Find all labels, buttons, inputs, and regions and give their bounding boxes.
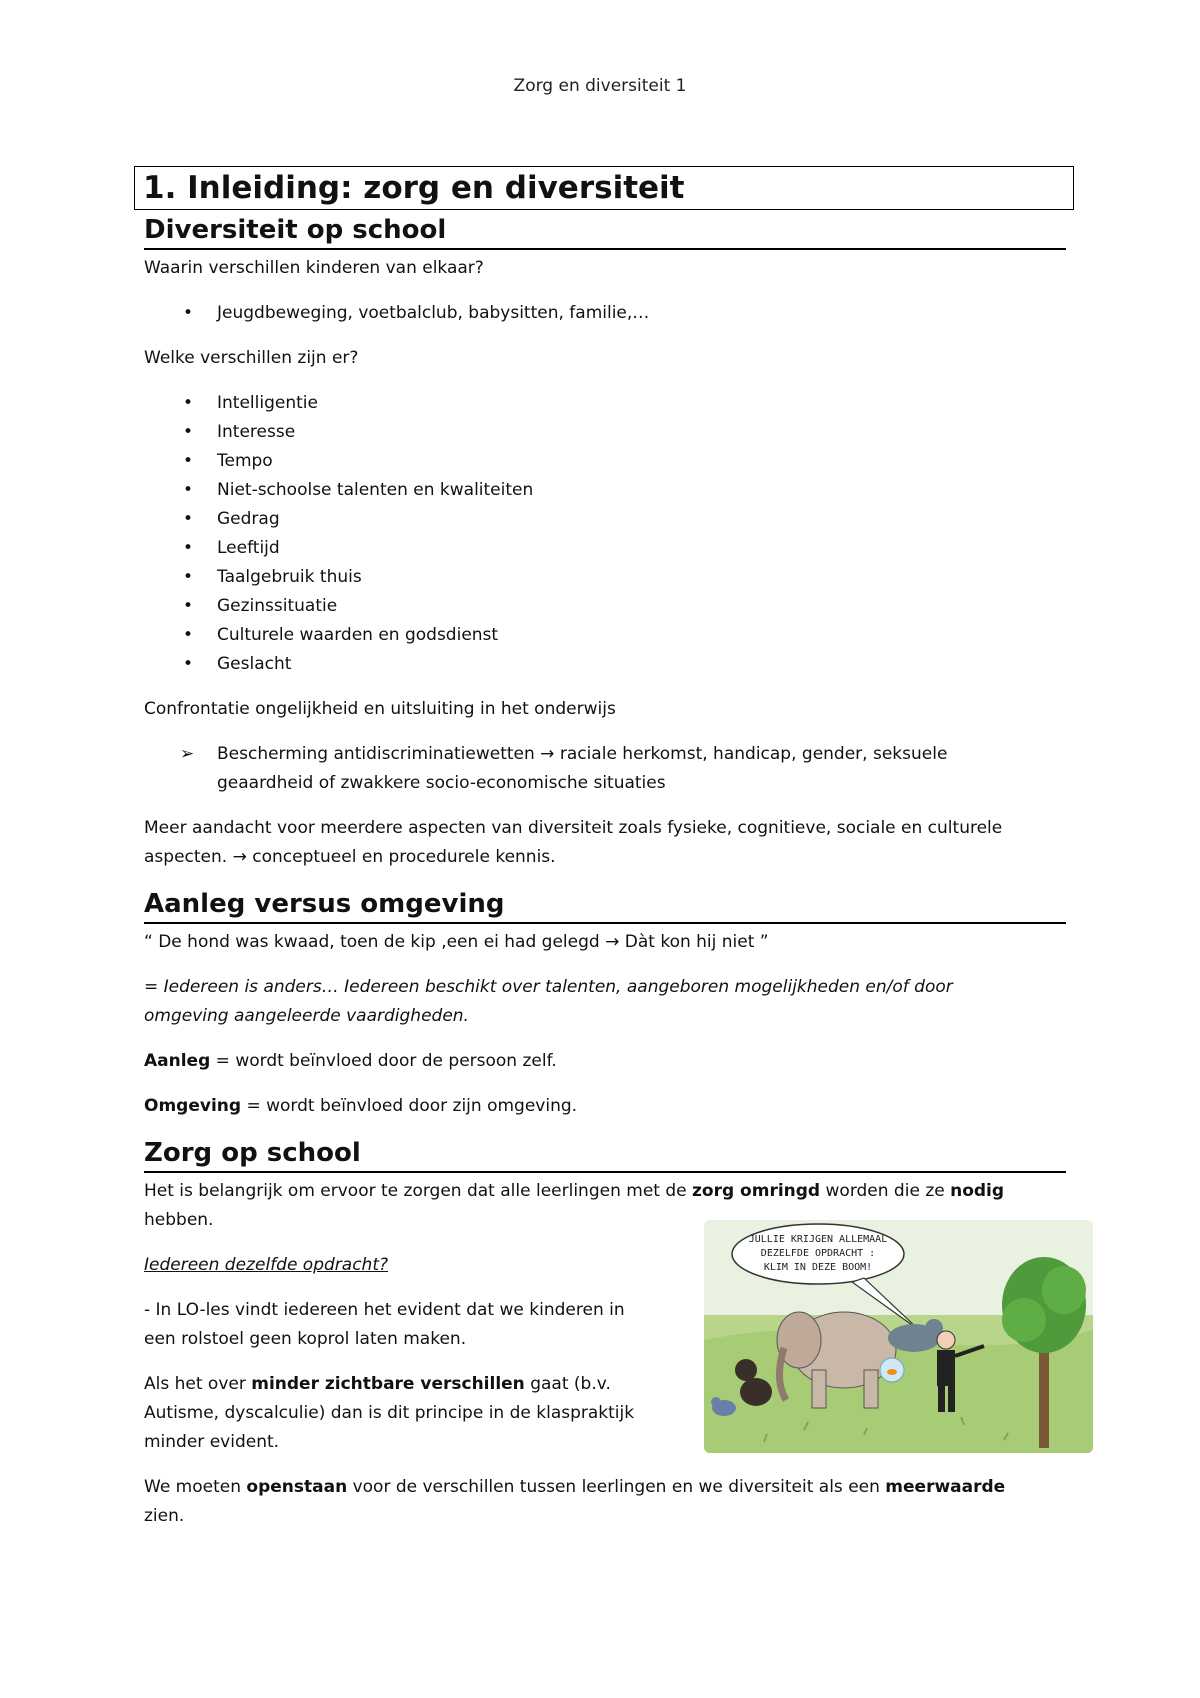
cartoon-svg xyxy=(704,1220,1093,1453)
definition-text: = Iedereen is anders… Iedereen beschikt over talenten, aangeboren mogelijkheden en/of door omgeving aangeleerde vaardigheden. xyxy=(144,977,953,1026)
list-item: • Taalgebruik thuis xyxy=(144,563,1066,592)
arrow-list-item: ➢ Bescherming antidiscriminatiewetten → raciale herkomst, handicap, gender, seksuele geaardheid of zwakkere socio-economische situaties xyxy=(144,740,1066,798)
page-header: Zorg en diversiteit 1 xyxy=(513,76,687,96)
bullet-icon: • xyxy=(183,451,194,471)
aanleg-definition: Aanleg = wordt beïnvloed door de persoon zelf. xyxy=(144,1051,557,1071)
bullet-icon: • xyxy=(183,567,194,587)
right-arrow-icon: → xyxy=(232,847,247,867)
question-waarin: Waarin verschillen kinderen van elkaar? xyxy=(144,258,484,278)
lo-les-text: - In LO-les vindt iedereen het evident dat we kinderen in een rolstoel geen koprol laten maken. xyxy=(144,1300,625,1349)
speech-line-2: DEZELFDE OPDRACHT : xyxy=(760,1248,876,1259)
right-arrow-icon: → xyxy=(605,932,620,952)
bullet-icon: • xyxy=(183,596,194,616)
quote-text: “ De hond was kwaad, toen de kip ,een ei had gelegd → Dàt kon hij niet ” xyxy=(144,932,769,952)
list-item: • Interesse xyxy=(144,418,1066,447)
zorg-intro-text: Het is belangrijk om ervoor te zorgen dat alle leerlingen met de zorg omringd worden die ze nodig hebben. xyxy=(144,1181,1005,1230)
speech-line-3: KLIM IN DEZE BOOM! xyxy=(763,1262,873,1273)
meer-aandacht-text: Meer aandacht voor meerdere aspecten van diversiteit zoals fysieke, cognitieve, sociale en culturele aspecten. → conceptueel en procedurele kennis. xyxy=(144,818,1003,867)
bullet-icon: • xyxy=(183,393,194,413)
list-item: • Niet-schoolse talenten en kwaliteiten xyxy=(144,476,1066,505)
list-item: • Gezinssituatie xyxy=(144,592,1066,621)
list-activities xyxy=(144,299,1066,328)
omgeving-definition: Omgeving = wordt beïnvloed door zijn omgeving. xyxy=(144,1096,578,1116)
document-content xyxy=(144,166,1066,1531)
list-item: • Geslacht xyxy=(144,650,1066,679)
zorg-section-body xyxy=(144,1177,1066,1457)
list-item: • Gedrag xyxy=(144,505,1066,534)
cartoon-illustration xyxy=(704,1220,1093,1453)
bullet-icon: • xyxy=(183,654,194,674)
question-dezelfde-opdracht: Iedereen dezelfde opdracht? xyxy=(144,1255,389,1275)
section-heading-diversiteit: Diversiteit op school xyxy=(144,212,1066,250)
question-welke: Welke verschillen zijn er? xyxy=(144,348,359,368)
confrontation-text: Confrontatie ongelijkheid en uitsluiting in het onderwijs xyxy=(144,699,616,719)
section-heading-aanleg: Aanleg versus omgeving xyxy=(144,886,1066,924)
list-item: • Leeftijd xyxy=(144,534,1066,563)
bullet-icon: • xyxy=(183,422,194,442)
section-heading-zorg: Zorg op school xyxy=(144,1135,1066,1173)
minder-zichtbaar-text: Als het over minder zichtbare verschillen gaat (b.v. Autisme, dyscalculie) dan is dit principe in de klaspraktijk minder evident. xyxy=(144,1374,635,1452)
list-item: • Culturele waarden en godsdienst xyxy=(144,621,1066,650)
right-arrow-icon: → xyxy=(540,744,555,764)
bullet-icon: • xyxy=(183,480,194,500)
list-item: • Intelligentie xyxy=(144,389,1066,418)
openstaan-text: We moeten openstaan voor de verschillen tussen leerlingen en we diversiteit als een meerwaarde zien. xyxy=(144,1477,1006,1526)
arrowhead-bullet-icon: ➢ xyxy=(180,744,195,764)
bullet-icon: • xyxy=(183,303,194,323)
chapter-title: 1. Inleiding: zorg en diversiteit xyxy=(134,166,1074,210)
bullet-icon: • xyxy=(183,625,194,645)
list-item: • Tempo xyxy=(144,447,1066,476)
bullet-icon: • xyxy=(183,538,194,558)
speech-line-1: JULLIE KRIJGEN ALLEMAAL xyxy=(748,1234,888,1245)
left-column xyxy=(144,1251,664,1457)
bullet-icon: • xyxy=(183,509,194,529)
list-item: • Jeugdbeweging, voetbalclub, babysitten, familie,… xyxy=(144,299,1066,328)
list-differences xyxy=(144,389,1066,679)
